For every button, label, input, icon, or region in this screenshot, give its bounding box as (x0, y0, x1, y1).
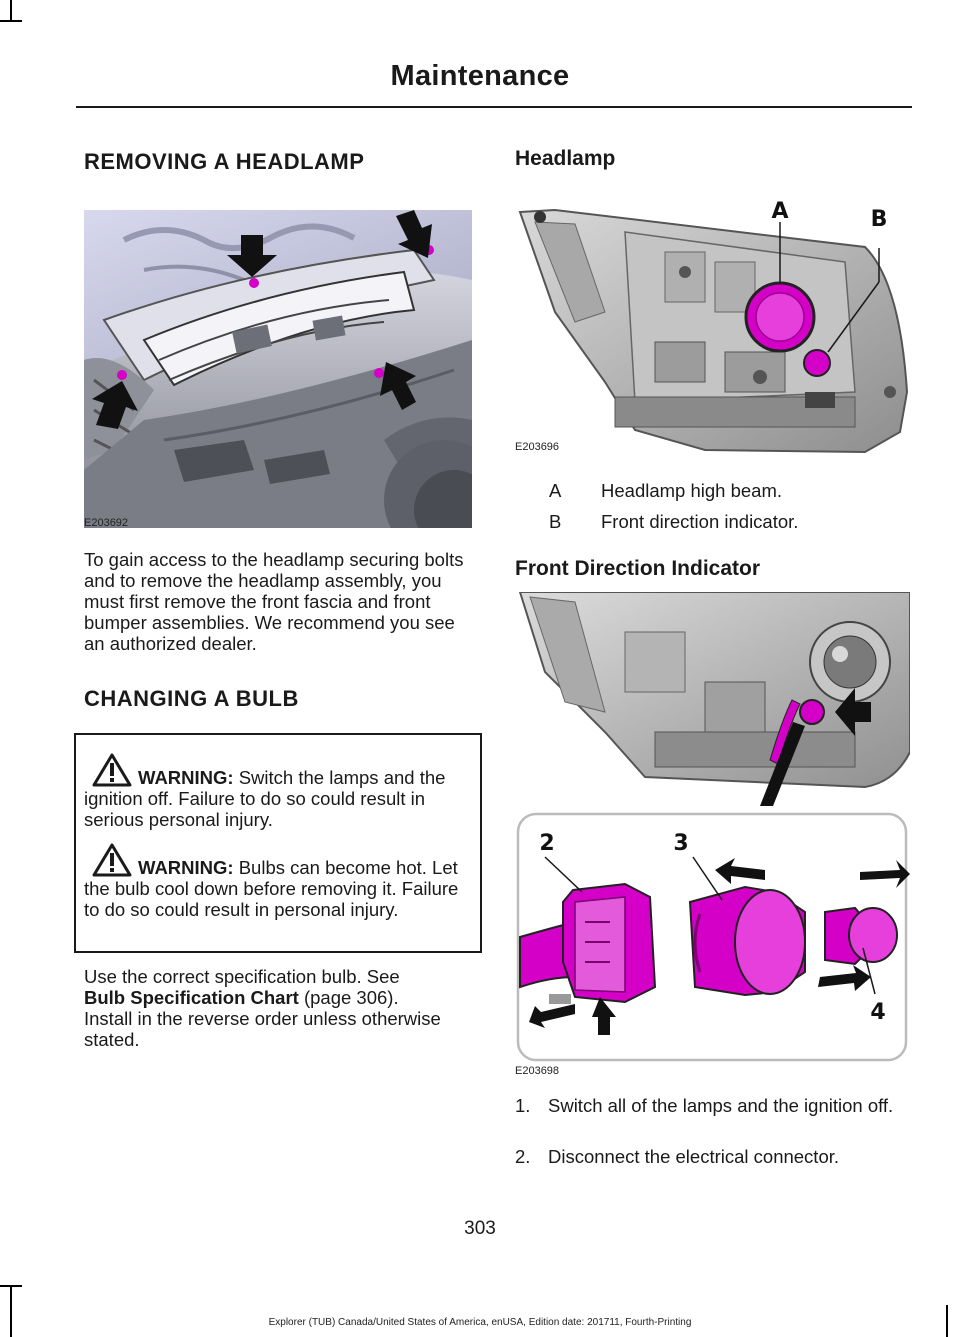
callout-4: 4 (870, 1000, 886, 1025)
warning-label: WARNING: (138, 767, 234, 788)
legend-key: A (549, 480, 562, 501)
heading-changing-bulb: CHANGING A BULB (84, 686, 299, 711)
step-text: Disconnect the electrical connector. (548, 1146, 840, 1167)
footer-edition: Explorer (TUB) Canada/United States of America, enUSA, Edition date: 201711, Fourth-Printing (268, 1317, 692, 1328)
step-1 (515, 1095, 910, 1116)
warning-box (74, 733, 482, 953)
heading-headlamp: Headlamp (515, 147, 616, 170)
callout-3: 3 (673, 831, 689, 856)
warning-text: Switch the lamps and the ignition off. Failure to do so could result in serious personal injury. (84, 767, 446, 830)
step-2 (515, 1146, 910, 1167)
indicator-illustration (515, 592, 910, 1064)
spec-page-ref: (page 306). (298, 987, 399, 1008)
legend-key: B (549, 511, 562, 532)
warning-label: WARNING: (138, 857, 234, 878)
legend-value: Headlamp high beam. (601, 480, 782, 501)
step-number: 2. (515, 1146, 531, 1167)
figure-headlamp (515, 192, 910, 454)
callout-b: B (870, 207, 888, 232)
page-number: 303 (464, 1218, 496, 1239)
figure-indicator (515, 592, 910, 1064)
step-number: 1. (515, 1095, 531, 1116)
bulb-spec-chart-link[interactable]: Bulb Specification Chart (84, 987, 299, 1008)
removal-instructions: To gain access to the headlamp securing bolts and to remove the headlamp assembly, you must first remove the front fascia and front bumper assemblies. We recommend you see an authorized dealer. (84, 549, 464, 654)
warning-lamps-off (84, 753, 474, 830)
spec-rest-text: Install in the reverse order unless otherwise stated. (84, 1008, 441, 1050)
crop-mark (0, 1285, 22, 1287)
figure-headlamp-removal (84, 210, 472, 528)
crop-mark (10, 0, 12, 22)
crop-mark (0, 20, 22, 22)
warning-text: Bulbs can become hot. Let the bulb cool down before removing it. Failure to do so could result in personal injury. (84, 857, 459, 920)
warning-triangle-icon (92, 843, 132, 877)
header-rule (76, 106, 912, 108)
warning-bulbs-hot (84, 843, 474, 920)
bulb-spec-instructions (84, 966, 479, 1050)
headlamp-illustration (515, 192, 910, 454)
legend-value: Front direction indicator. (601, 511, 799, 532)
section-title: Maintenance (390, 60, 570, 92)
callout-2: 2 (539, 831, 555, 856)
figure-code: E203698 (515, 1065, 560, 1077)
callout-a: A (771, 199, 789, 224)
figure-code: E203696 (515, 441, 560, 453)
spec-intro-text: Use the correct specification bulb. See (84, 966, 400, 987)
heading-removing-headlamp: REMOVING A HEADLAMP (84, 149, 365, 174)
figure-code: E203692 (84, 517, 129, 529)
headlamp-removal-illustration (84, 210, 472, 528)
crop-mark (10, 1285, 12, 1337)
warning-triangle-icon (92, 753, 132, 787)
heading-front-direction-indicator: Front Direction Indicator (515, 557, 761, 580)
step-text: Switch all of the lamps and the ignition off. (548, 1095, 894, 1116)
